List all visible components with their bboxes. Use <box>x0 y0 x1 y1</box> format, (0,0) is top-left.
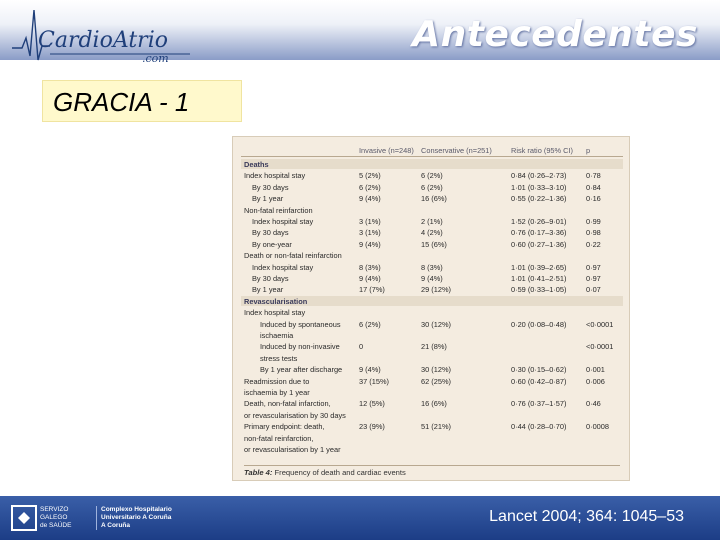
row-label: ischaemia <box>260 331 294 340</box>
sergas-logo-icon <box>10 504 38 532</box>
cell-conservative: 6 (2%) <box>421 171 443 181</box>
cell-risk-ratio: 0·44 (0·28–0·70) <box>511 422 567 432</box>
cell-p-value: 0·46 <box>586 399 601 409</box>
row-label: Non-fatal reinfarction <box>244 205 313 215</box>
table-row <box>241 376 623 386</box>
citation: Lancet 2004; 364: 1045–53 <box>489 508 684 525</box>
table-row <box>241 216 623 226</box>
cell-invasive: 5 (2%) <box>359 171 381 181</box>
row-label: ischaemia by 1 year <box>244 388 310 397</box>
table-row <box>241 353 623 363</box>
slide-title: Antecedentes <box>412 14 698 55</box>
row-label: or revascularisation by 30 days <box>244 410 346 420</box>
cell-p-value: 0·001 <box>586 365 605 375</box>
cell-p-value: 0·84 <box>586 182 601 192</box>
row-label: By 1 year <box>252 285 284 295</box>
footer-bar <box>0 496 720 540</box>
footer-org <box>40 506 71 530</box>
cell-risk-ratio: 1·01 (0·41–2·51) <box>511 274 567 283</box>
table-caption-label: Table 4: <box>244 468 273 477</box>
row-label: By 1 year after discharge <box>260 365 343 375</box>
cell-invasive: 9 (4%) <box>359 274 381 283</box>
footer-org-line: GALEGO <box>40 514 68 521</box>
table-row <box>241 170 623 180</box>
header-conservative: Conservative (n=251) <box>421 146 492 155</box>
cell-risk-ratio: 1·52 (0·26–9·01) <box>511 217 567 226</box>
row-label: Primary endpoint: death, <box>244 422 325 432</box>
table-row <box>241 227 623 237</box>
row-label: Revascularisation <box>244 296 308 306</box>
table-row <box>241 444 623 454</box>
cell-conservative: 21 (8%) <box>421 342 447 352</box>
cell-p-value: 0·98 <box>586 228 601 238</box>
table-row <box>241 182 623 192</box>
row-label: By 30 days <box>252 228 289 238</box>
table-row <box>241 364 623 374</box>
cell-risk-ratio: 1·01 (0·39–2·65) <box>511 262 567 272</box>
cell-p-value: 0·006 <box>586 376 605 386</box>
cell-p-value: 0·99 <box>586 217 601 226</box>
cell-risk-ratio: 0·60 (0·42–0·87) <box>511 376 567 386</box>
cell-p-value: 0·07 <box>586 285 601 295</box>
cell-conservative: 62 (25%) <box>421 376 451 386</box>
cell-conservative: 30 (12%) <box>421 319 451 329</box>
cell-risk-ratio: 0·76 (0·37–1·57) <box>511 399 567 409</box>
cell-p-value: <0·0001 <box>586 319 614 329</box>
study-badge <box>42 80 242 122</box>
cell-invasive: 6 (2%) <box>359 182 381 192</box>
row-label: Induced by spontaneous <box>260 319 341 329</box>
cell-p-value: 0·0008 <box>586 422 610 432</box>
row-label: stress tests <box>260 353 298 363</box>
row-label: By 30 days <box>252 274 289 283</box>
table-row <box>241 307 623 317</box>
logo-text: CardioAtrio <box>38 28 168 53</box>
header-invasive: Invasive (n=248) <box>359 146 414 155</box>
row-label: Death, non-fatal infarction, <box>244 399 331 409</box>
cell-invasive: 37 (15%) <box>359 376 389 386</box>
study-badge-label: GRACIA - 1 <box>53 87 190 117</box>
results-table-figure <box>232 136 630 481</box>
cell-conservative: 8 (3%) <box>421 262 443 272</box>
cell-invasive: 23 (9%) <box>359 422 385 432</box>
cell-conservative: 30 (12%) <box>421 365 451 375</box>
table-row <box>241 250 623 260</box>
logo-suffix: .com <box>142 52 169 65</box>
table-header <box>241 143 623 157</box>
cell-invasive: 12 (5%) <box>359 399 385 409</box>
row-label: Readmission due to <box>244 376 310 386</box>
row-label: Death or non-fatal reinfarction <box>244 251 342 261</box>
cell-p-value: 0·78 <box>586 171 601 181</box>
cell-invasive: 3 (1%) <box>359 228 381 238</box>
cell-invasive: 6 (2%) <box>359 319 381 329</box>
row-label: Index hospital stay <box>252 262 314 272</box>
footer-hospital-line: Complexo Hospitalario <box>101 506 172 513</box>
cell-p-value: 0·97 <box>586 274 601 283</box>
cell-conservative: 2 (1%) <box>421 217 443 226</box>
cell-conservative: 15 (6%) <box>421 239 447 249</box>
table-row <box>241 262 623 272</box>
footer-org-line: SERVIZO <box>40 506 69 513</box>
footer-org-line: de SAÚDE <box>40 522 72 529</box>
table-row <box>241 433 623 443</box>
table-caption-text: Frequency of death and cardiac events <box>272 468 406 477</box>
row-label: Index hospital stay <box>244 171 306 181</box>
row-label: Deaths <box>244 160 269 169</box>
row-label: By 30 days <box>252 182 289 192</box>
cell-p-value: 0·22 <box>586 239 601 249</box>
cell-p-value: 0·97 <box>586 262 601 272</box>
table-row <box>241 239 623 249</box>
row-label: Index hospital stay <box>244 308 306 318</box>
cell-invasive: 9 (4%) <box>359 239 381 249</box>
footer-hospital-line: Universitario A Coruña <box>101 514 172 521</box>
table-row <box>241 410 623 420</box>
cell-invasive: 3 (1%) <box>359 217 381 226</box>
row-label: non-fatal reinfarction, <box>244 433 314 443</box>
results-table <box>241 143 623 478</box>
cell-risk-ratio: 0·30 (0·15–0·62) <box>511 365 567 375</box>
cell-invasive: 17 (7%) <box>359 285 385 295</box>
footer-hospital <box>96 506 172 530</box>
cell-risk-ratio: 0·60 (0·27–1·36) <box>511 239 567 249</box>
table-row <box>241 398 623 408</box>
table-row <box>241 330 623 340</box>
cell-risk-ratio: 0·59 (0·33–1·05) <box>511 285 567 295</box>
cell-risk-ratio: 0·84 (0·26–2·73) <box>511 171 567 181</box>
table-row <box>241 273 623 283</box>
table-row <box>241 205 623 215</box>
cell-conservative: 29 (12%) <box>421 285 451 295</box>
cell-risk-ratio: 0·76 (0·17–3·36) <box>511 228 567 238</box>
cell-conservative: 16 (6%) <box>421 399 447 409</box>
cell-risk-ratio: 0·20 (0·08–0·48) <box>511 319 567 329</box>
row-label: Index hospital stay <box>252 217 314 226</box>
row-label: By 1 year <box>252 194 284 204</box>
cell-conservative: 51 (21%) <box>421 422 451 432</box>
table-row <box>241 421 623 431</box>
cell-invasive: 9 (4%) <box>359 194 381 204</box>
cell-invasive: 0 <box>359 342 364 352</box>
table-row <box>241 387 623 397</box>
row-label: Induced by non-invasive <box>260 342 340 352</box>
cell-conservative: 6 (2%) <box>421 182 443 192</box>
table-row <box>241 193 623 203</box>
cell-p-value: 0·16 <box>586 194 601 204</box>
cell-invasive: 9 (4%) <box>359 365 381 375</box>
cell-invasive: 8 (3%) <box>359 262 381 272</box>
table-row <box>241 296 623 306</box>
cell-conservative: 9 (4%) <box>421 274 443 283</box>
row-label: or revascularisation by 1 year <box>244 445 341 454</box>
cell-risk-ratio: 1·01 (0·33–3·10) <box>511 182 567 192</box>
table-caption <box>244 465 620 477</box>
table-row <box>241 319 623 329</box>
cell-conservative: 4 (2%) <box>421 228 443 238</box>
table-row <box>241 341 623 351</box>
cell-conservative: 16 (6%) <box>421 194 447 204</box>
header-risk-ratio: Risk ratio (95% CI) <box>511 146 574 155</box>
cell-p-value: <0·0001 <box>586 342 614 352</box>
footer-hospital-line: A Coruña <box>101 522 131 529</box>
row-label: By one-year <box>252 239 292 249</box>
header-p: p <box>586 146 591 155</box>
cell-risk-ratio: 0·55 (0·22–1·36) <box>511 194 567 204</box>
table-row <box>241 284 623 294</box>
table-row <box>241 159 623 169</box>
